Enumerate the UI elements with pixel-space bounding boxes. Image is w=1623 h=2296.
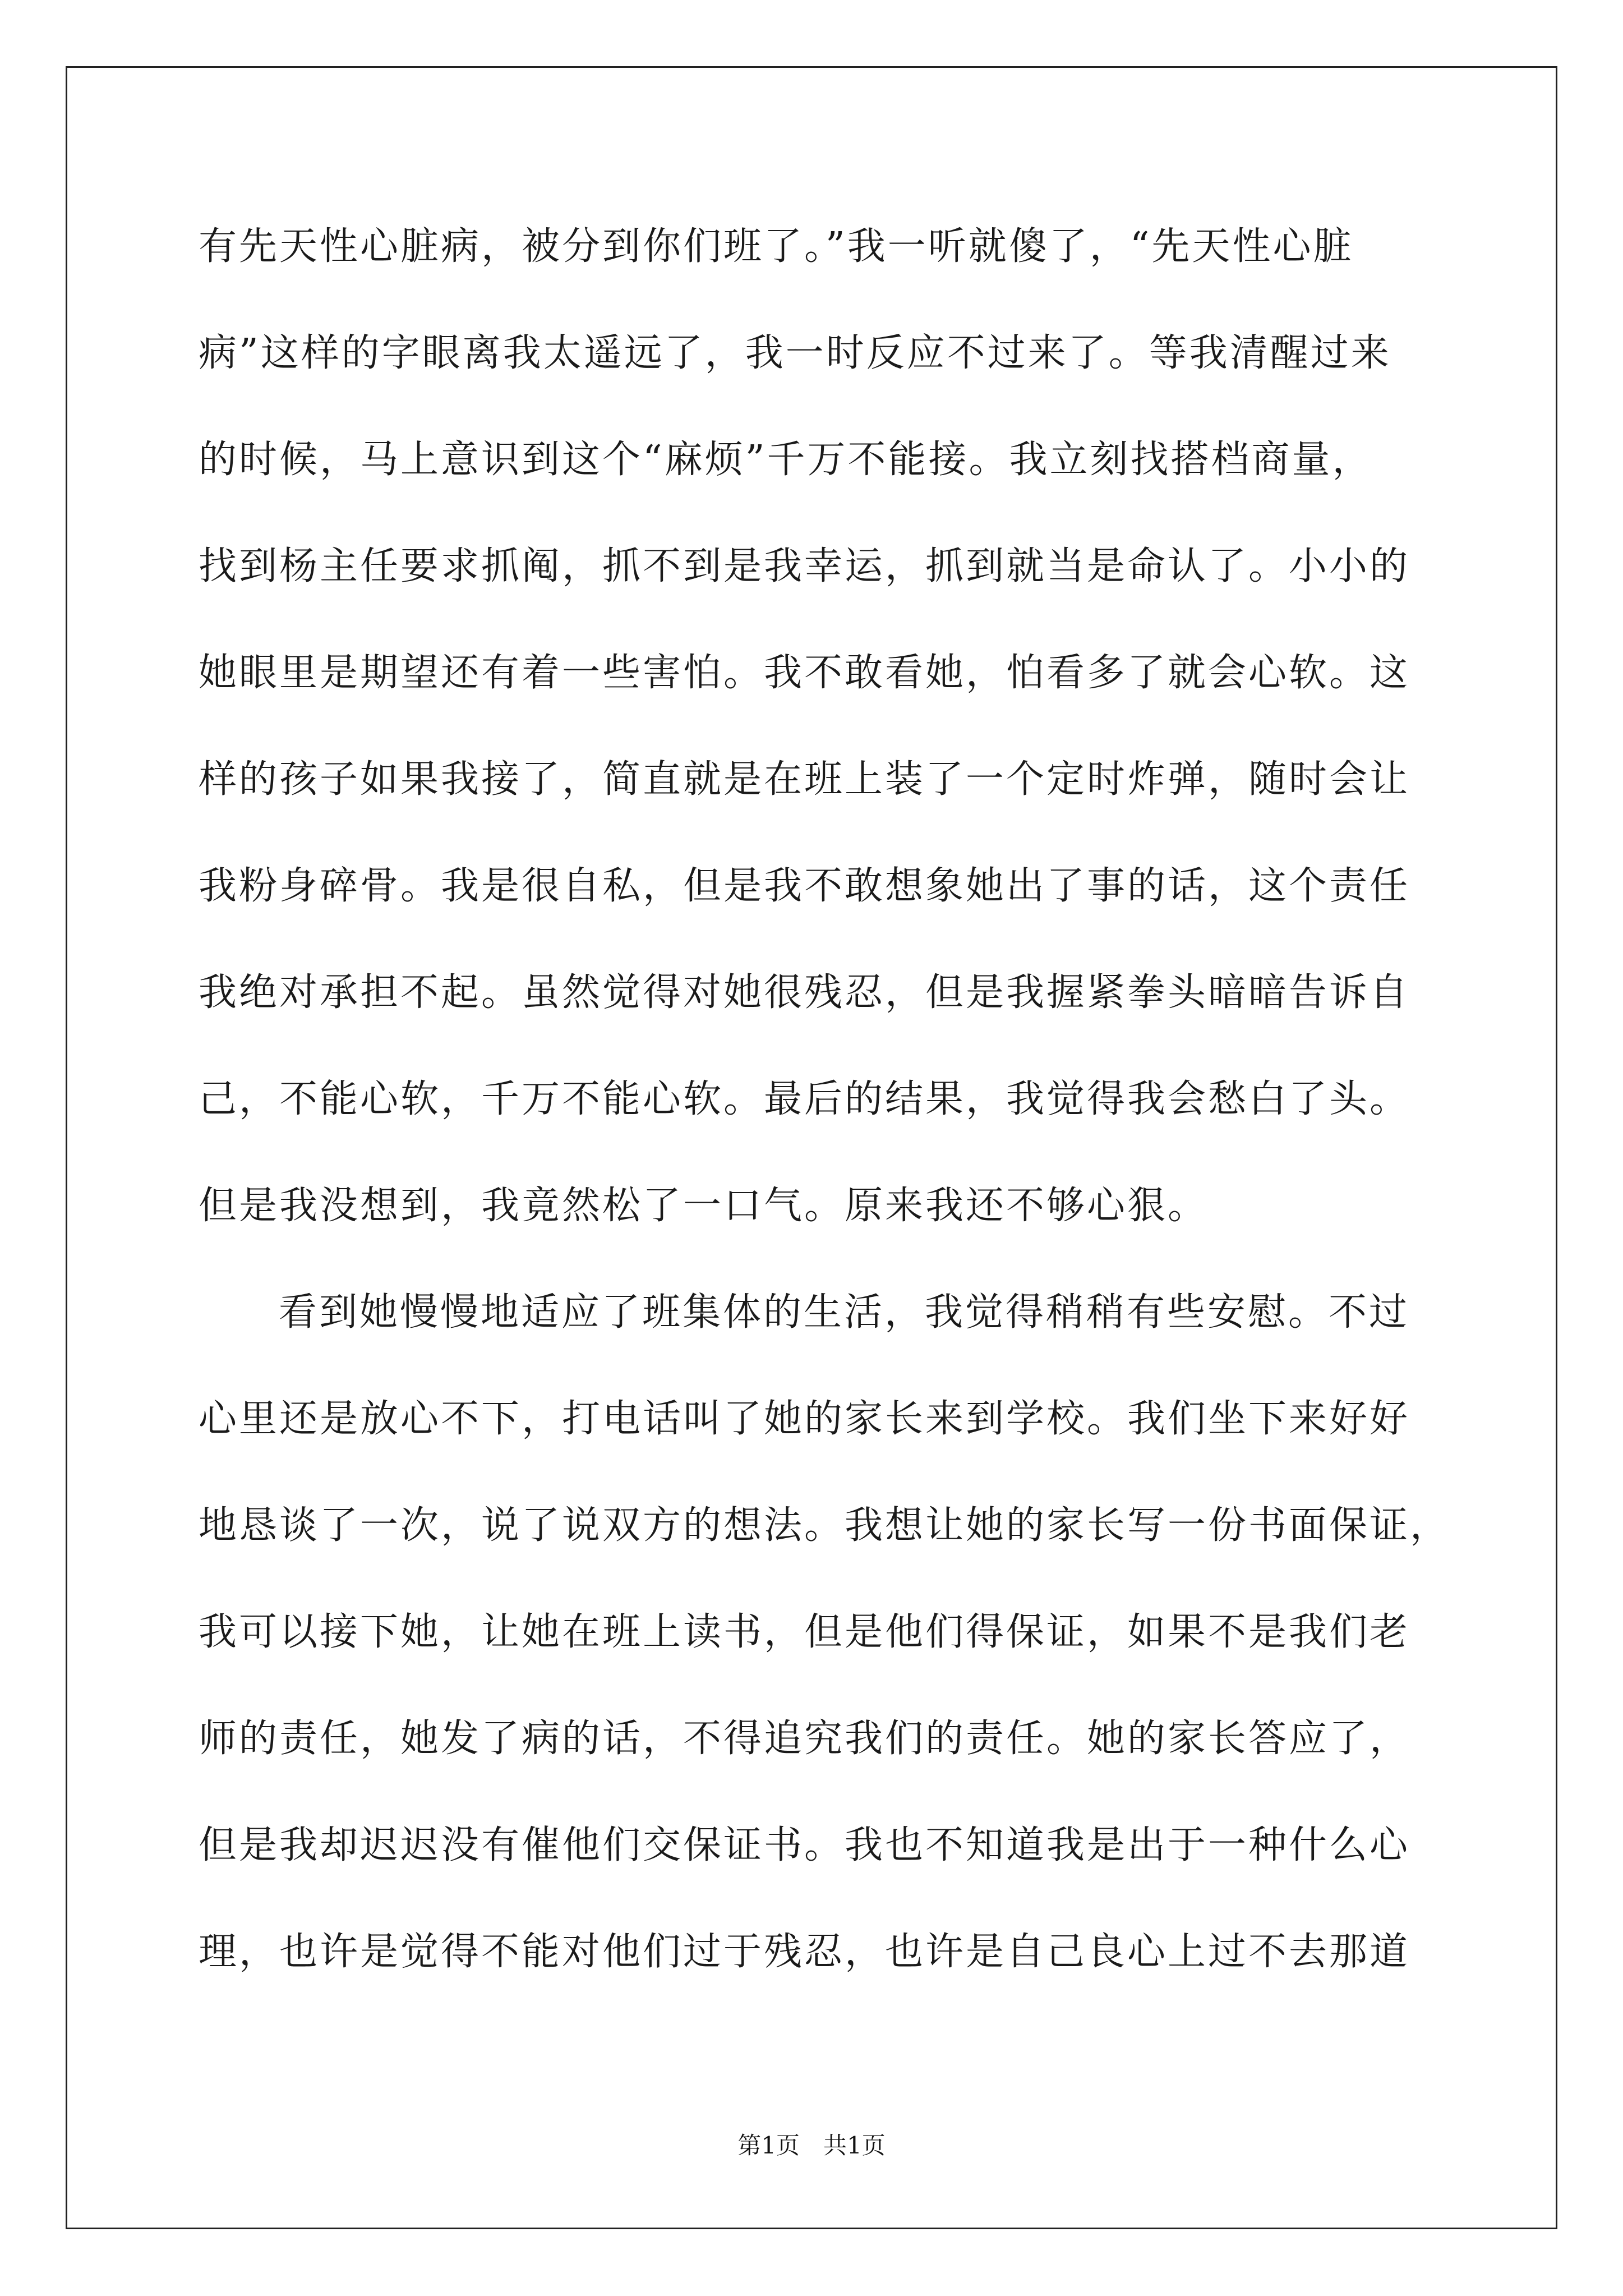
body-line: 我可以接下她，让她在班上读书，但是他们得保证，如果不是我们老 <box>199 1610 1410 1654</box>
body-line: 心里还是放心不下，打电话叫了她的家长来到学校。我们坐下来好好 <box>199 1397 1410 1441</box>
body-line: 师的责任，她发了病的话，不得追究我们的责任。她的家长答应了， <box>199 1717 1410 1761</box>
body-line: 己，不能心软，千万不能心软。最后的结果，我觉得我会愁白了头。 <box>199 1077 1410 1121</box>
body-line: 找到杨主任要求抓阄，抓不到是我幸运，抓到就当是命认了。小小的 <box>199 544 1410 588</box>
body-line: 但是我没想到，我竟然松了一口气。原来我还不够心狠。 <box>199 1184 1209 1228</box>
body-line: 但是我却迟迟没有催他们交保证书。我也不知道我是出于一种什么心 <box>199 1823 1410 1867</box>
body-line: 地恳谈了一次，说了说双方的想法。我想让她的家长写一份书面保证， <box>199 1503 1451 1548</box>
body-line: 我绝对承担不起。虽然觉得对她很残忍，但是我握紧拳头暗暗告诉自 <box>199 970 1410 1015</box>
body-line: 我粉身碎骨。我是很自私，但是我不敢想象她出了事的话，这个责任 <box>199 864 1410 908</box>
body-line: 病”这样的字眼离我太遥远了，我一时反应不过来了。等我清醒过来 <box>199 331 1391 375</box>
body-line: 有先天性心脏病，被分到你们班了。”我一听就傻了，“先天性心脏 <box>199 224 1354 269</box>
page-border <box>66 66 1557 2229</box>
body-line: 她眼里是期望还有着一些害怕。我不敢看她，怕看多了就会心软。这 <box>199 651 1410 695</box>
body-line: 样的孩子如果我接了，简直就是在班上装了一个定时炸弹，随时会让 <box>199 757 1410 802</box>
body-line: 的时候，马上意识到这个“麻烦”千万不能接。我立刻找搭档商量， <box>199 438 1373 482</box>
body-line: 理，也许是觉得不能对他们过于残忍，也许是自己良心上过不去那道 <box>199 1930 1410 1974</box>
page-footer: 第1页 共1页 <box>737 2132 886 2159</box>
paragraph-first-line: 看到她慢慢地适应了班集体的生活，我觉得稍稍有些安慰。不过 <box>279 1290 1410 1335</box>
